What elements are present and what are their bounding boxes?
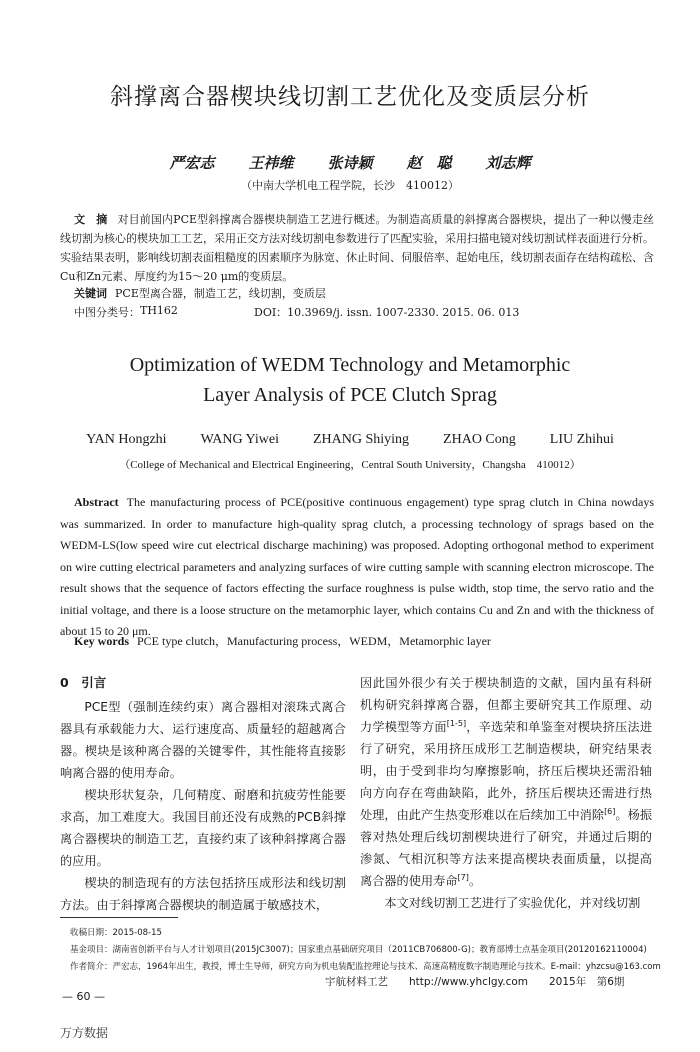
doi: DOI：10.3969/j. issn. 1007-2330. 2015. 06. 013 [254,306,520,319]
paper-title-cn: 斜撑离合器楔块线切割工艺优化及变质层分析 [110,84,590,110]
keywords-cn [74,285,326,301]
body-paragraph: 楔块的制造现有的方法包括挤压成形法和线切割方法。由于斜撑离合器楔块的制造属于敏感技术， [60,876,346,912]
citation-ref: [6] [604,807,616,816]
body-text: ，辛选荣和单鉴奎对楔块挤压法进行了研究，采用挤压成形工艺制造楔块，研究结果表明，由于受到非均匀摩擦影响，挤压后楔块还需沿轴向方向存在弯曲缺陷，此外，挤压后楔块还需进行热处理，由此产生热变形难以在后续加工中消除 [360,720,653,822]
author-name-cn: 严宏志 [169,154,215,172]
keywords-en-label: Key words [74,634,129,648]
footnote-author: 作者简介：严宏志，1964年出生，教授，博士生导师，研究方向为机电装配监控理论与技术、高速高精度数字制造理论与技术。E-mail：yhzcsu@163.com [70,962,661,972]
body-text: 。 [468,874,482,888]
watermark-text: 万方数据 [60,1026,109,1040]
page-number: — 60 — [62,990,105,1003]
author-list-en [0,432,700,448]
classification-line [74,304,520,320]
section-heading-introduction: 0 引言 [60,675,107,690]
citation-ref: [7] [457,873,469,882]
author-name-en: ZHAO Cong [443,432,516,447]
body-paragraph [360,672,652,892]
author-name-cn: 刘志辉 [485,154,531,172]
affiliation-en: （College of Mechanical and Electrical Engineering，Central South University，Changsha 410012） [119,459,581,471]
paper-title-en [0,350,700,410]
body-text: 。杨振蓉对热处理后线切割楔块进行了研究，并通过后期的渗氮、气相沉积等方法来提高楔块表面质量，以提高离合器的使用寿命 [360,808,653,888]
author-name-en: WANG Yiwei [200,432,279,447]
author-name-cn: 张诗颖 [327,154,373,172]
author-name-en: YAN Hongzhi [86,432,167,447]
abstract-cn-label: 文 摘 [74,213,108,226]
abstract-en [60,492,654,643]
author-name-en: LIU Zhihui [549,432,614,447]
body-paragraph: 本文对线切割工艺进行了实验优化，并对线切割 [384,896,641,910]
body-paragraph: 楔块形状复杂，几何精度、耐磨和抗疲劳性能要求高，加工难度大。我国目前还没有成熟的PCB斜撑离合器楔块的制造工艺，直接约束了该种斜撑离合器的应用。 [60,788,346,868]
abstract-en-label: Abstract [74,495,119,509]
footnote-divider [60,917,178,918]
body-column-left [60,672,346,916]
author-name-cn: 王祎维 [248,154,294,172]
footnotes [70,925,670,976]
abstract-en-text: The manufacturing process of PCE(positive continuous engagement) type sprag clutch in China nowdays was summarized. In order to manufacture high-quality sprag clutch, a processing technology of sprags based on the WEDM-LS(low speed wire cut electrical discharge machining) was proposed. Adopting orthogonal method to experiment on wire cutting electrical parameters and analyzing surfaces of wire cutting sample with scanning electron microscope. The result shows that the sequence of factors effecting the surface roughness is pulse width, stop time, the servo ratio and the initial voltage, and there is a loose structure on the metamorphic layer, which contains Cu and Zn and with the thickness of about 15 to 20 μm. [60,495,654,638]
author-list-cn [0,152,700,173]
body-paragraph: PCE型（强制连续约束）离合器相对滚珠式离合器具有承载能力大、运行速度高、质量轻的超越离合器。楔块是该种离合器的关键零件，其性能将直接影响离合器的使用寿命。 [60,700,346,780]
author-name-en: ZHANG Shiying [312,432,410,447]
clc-value: TH162 [140,304,178,317]
affiliation-cn: （中南大学机电工程学院，长沙 410012） [241,179,459,192]
footnote-received: 收稿日期：2015-08-15 [70,928,162,938]
keywords-en-text: PCE type clutch，Manufacturing process，WEDM，Metamorphic layer [137,634,491,648]
footnote-fund: 基金项目：湖南省创新平台与人才计划项目(2015JC3007)；国家重点基础研究项目（2011CB706800-G)；教育部博士点基金项目(20120162110004) [70,945,647,955]
body-text: 因此国外很少有关于楔块制造的文献，国内虽有科研机构研究斜撑离合器，但都主要研究其工作原理、动力学模型等方面 [360,676,652,734]
journal-footer: 宇航材料工艺 http://www.yhclgy.com 2015年 第6期 [325,976,625,988]
abstract-cn [60,210,654,286]
title-en-line1: Optimization of WEDM Technology and Metamorphic [129,354,571,376]
abstract-cn-text: 对目前国内PCE型斜撑离合器楔块制造工艺进行概述。为制造高质量的斜撑离合器楔块，提出了一种以慢走丝线切割为核心的楔块加工工艺，采用正交方法对线切割电参数进行了匹配实验，采用扫描电镜对线切割试样表面进行分析。实验结果表明，影响线切割表面粗糙度的因素顺序为脉宽、休止时间、伺服倍率、起始电压，线切割表面存在结构疏松、含Cu和Zn元素、厚度约为15～20 μm的变质层。 [60,213,654,283]
clc-label: 中图分类号： [74,306,140,319]
author-name-cn: 赵 聪 [406,154,452,172]
keywords-cn-label: 关键词 [74,287,107,300]
body-column-right [360,672,652,914]
keywords-en [74,632,491,649]
citation-ref: [1-5] [446,719,467,728]
title-en-line2: Layer Analysis of PCE Clutch Sprag [203,384,497,406]
keywords-cn-text: PCE型离合器，制造工艺，线切割，变质层 [115,287,326,300]
